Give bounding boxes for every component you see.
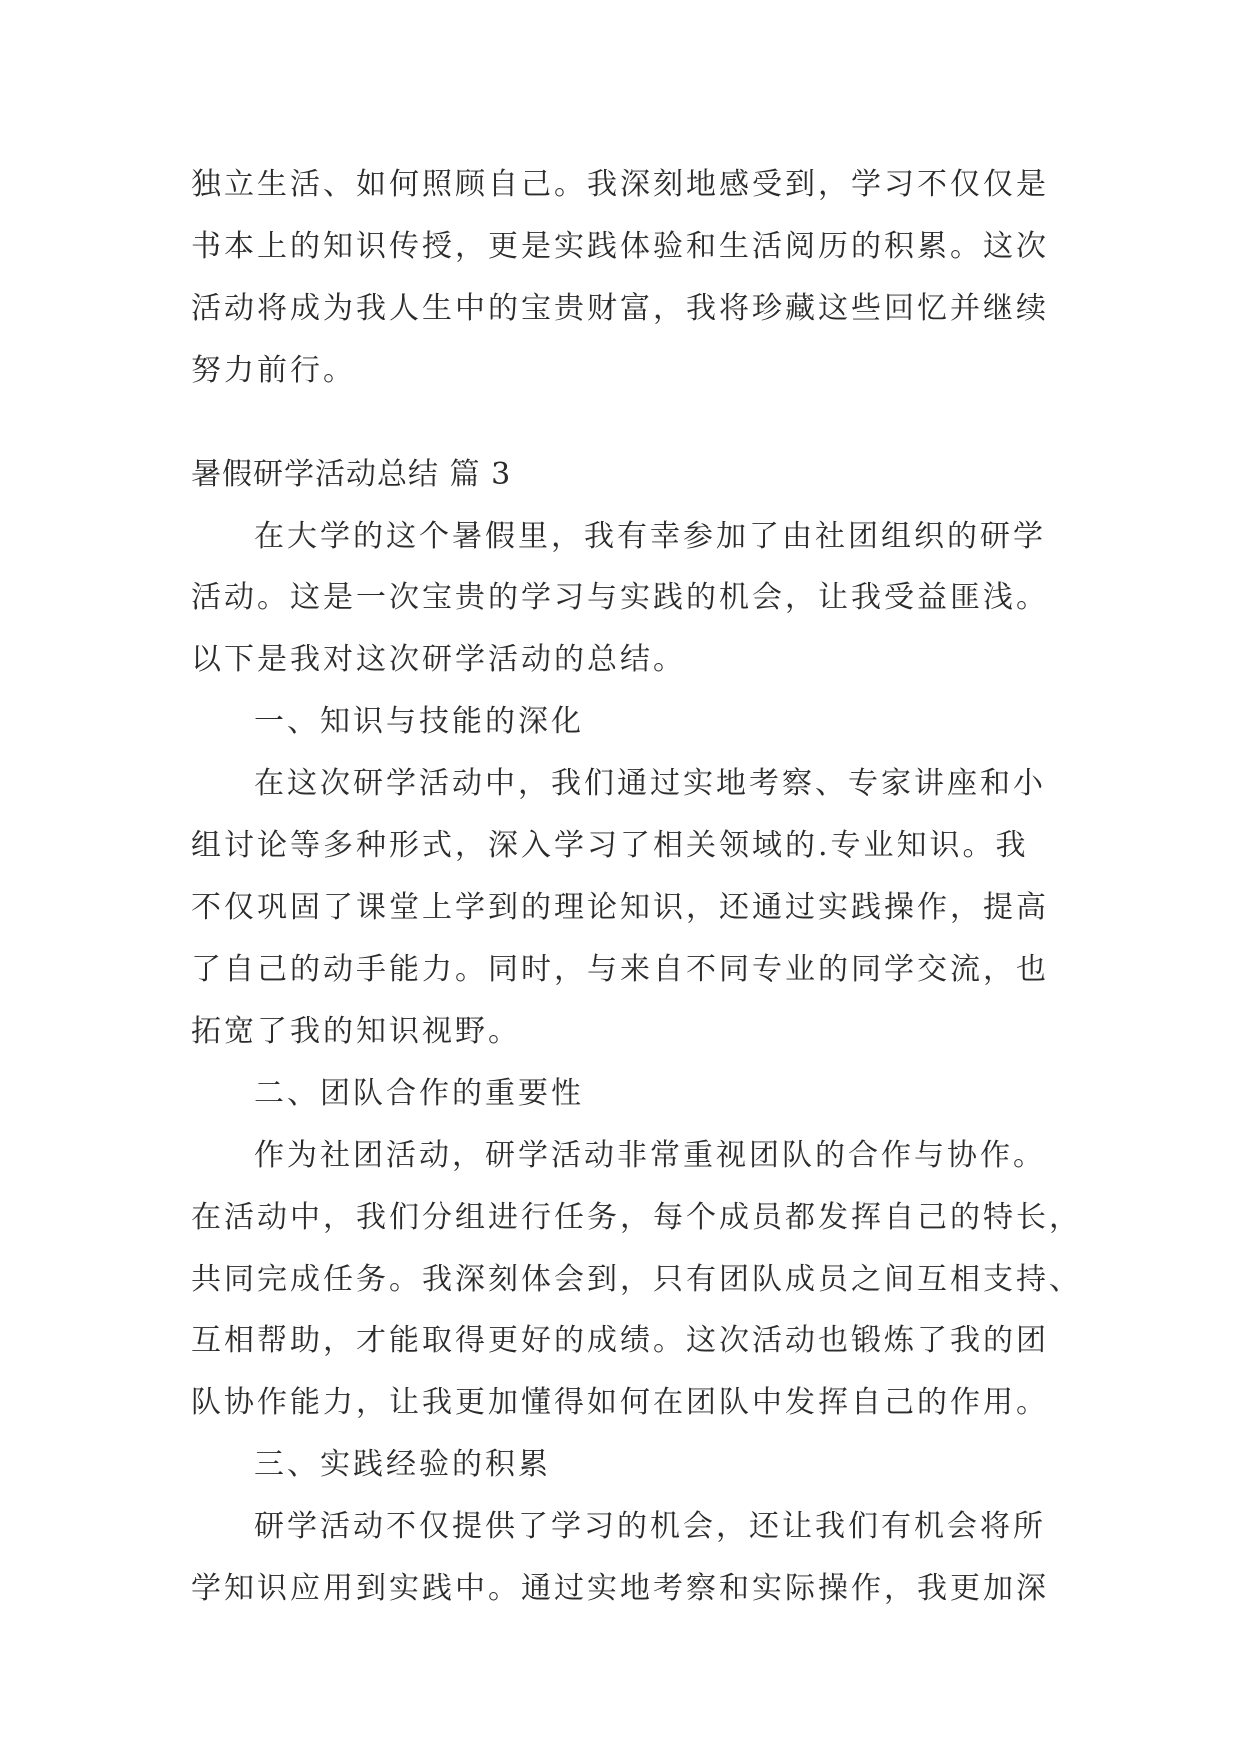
paragraph-line: 在大学的这个暑假里，我有幸参加了由社团组织的研学 xyxy=(254,519,1046,554)
paragraph-line: 努力前行。 xyxy=(191,353,356,388)
paragraph-line: 学知识应用到实践中。通过实地考察和实际操作，我更加深 xyxy=(191,1571,1049,1606)
section-heading: 三、实践经验的积累 xyxy=(254,1447,551,1482)
paragraph-line: 研学活动不仅提供了学习的机会，还让我们有机会将所 xyxy=(254,1509,1046,1544)
paragraph-line: 组讨论等多种形式，深入学习了相关领域的.专业知识。我 xyxy=(191,828,1029,863)
paragraph-line: 书本上的知识传授，更是实践体验和生活阅历的积累。这次 xyxy=(191,229,1049,264)
paragraph-line: 作为社团活动，研学活动非常重视团队的合作与协作。 xyxy=(254,1138,1046,1173)
section-heading: 二、团队合作的重要性 xyxy=(254,1076,584,1111)
paragraph-line: 在这次研学活动中，我们通过实地考察、专家讲座和小 xyxy=(254,766,1046,801)
paragraph-line: 不仅巩固了课堂上学到的理论知识，还通过实践操作，提高 xyxy=(191,890,1049,925)
paragraph-line: 队协作能力，让我更加懂得如何在团队中发挥自己的作用。 xyxy=(191,1385,1049,1420)
paragraph-line: 活动。这是一次宝贵的学习与实践的机会，让我受益匪浅。 xyxy=(191,580,1049,615)
paragraph-line: 了自己的动手能力。同时，与来自不同专业的同学交流，也 xyxy=(191,952,1049,987)
paragraph-line: 独立生活、如何照顾自己。我深刻地感受到，学习不仅仅是 xyxy=(191,167,1049,202)
paragraph-line: 共同完成任务。我深刻体会到，只有团队成员之间互相支持、 xyxy=(191,1262,1082,1297)
section-title: 暑假研学活动总结 篇 3 xyxy=(191,457,512,492)
paragraph-line: 以下是我对这次研学活动的总结。 xyxy=(191,642,686,677)
paragraph-line: 在活动中，我们分组进行任务，每个成员都发挥自己的特长， xyxy=(191,1200,1082,1235)
paragraph-line: 互相帮助，才能取得更好的成绩。这次活动也锻炼了我的团 xyxy=(191,1323,1049,1358)
section-heading: 一、知识与技能的深化 xyxy=(254,704,584,739)
paragraph-line: 活动将成为我人生中的宝贵财富，我将珍藏这些回忆并继续 xyxy=(191,291,1049,326)
paragraph-line: 拓宽了我的知识视野。 xyxy=(191,1014,521,1049)
